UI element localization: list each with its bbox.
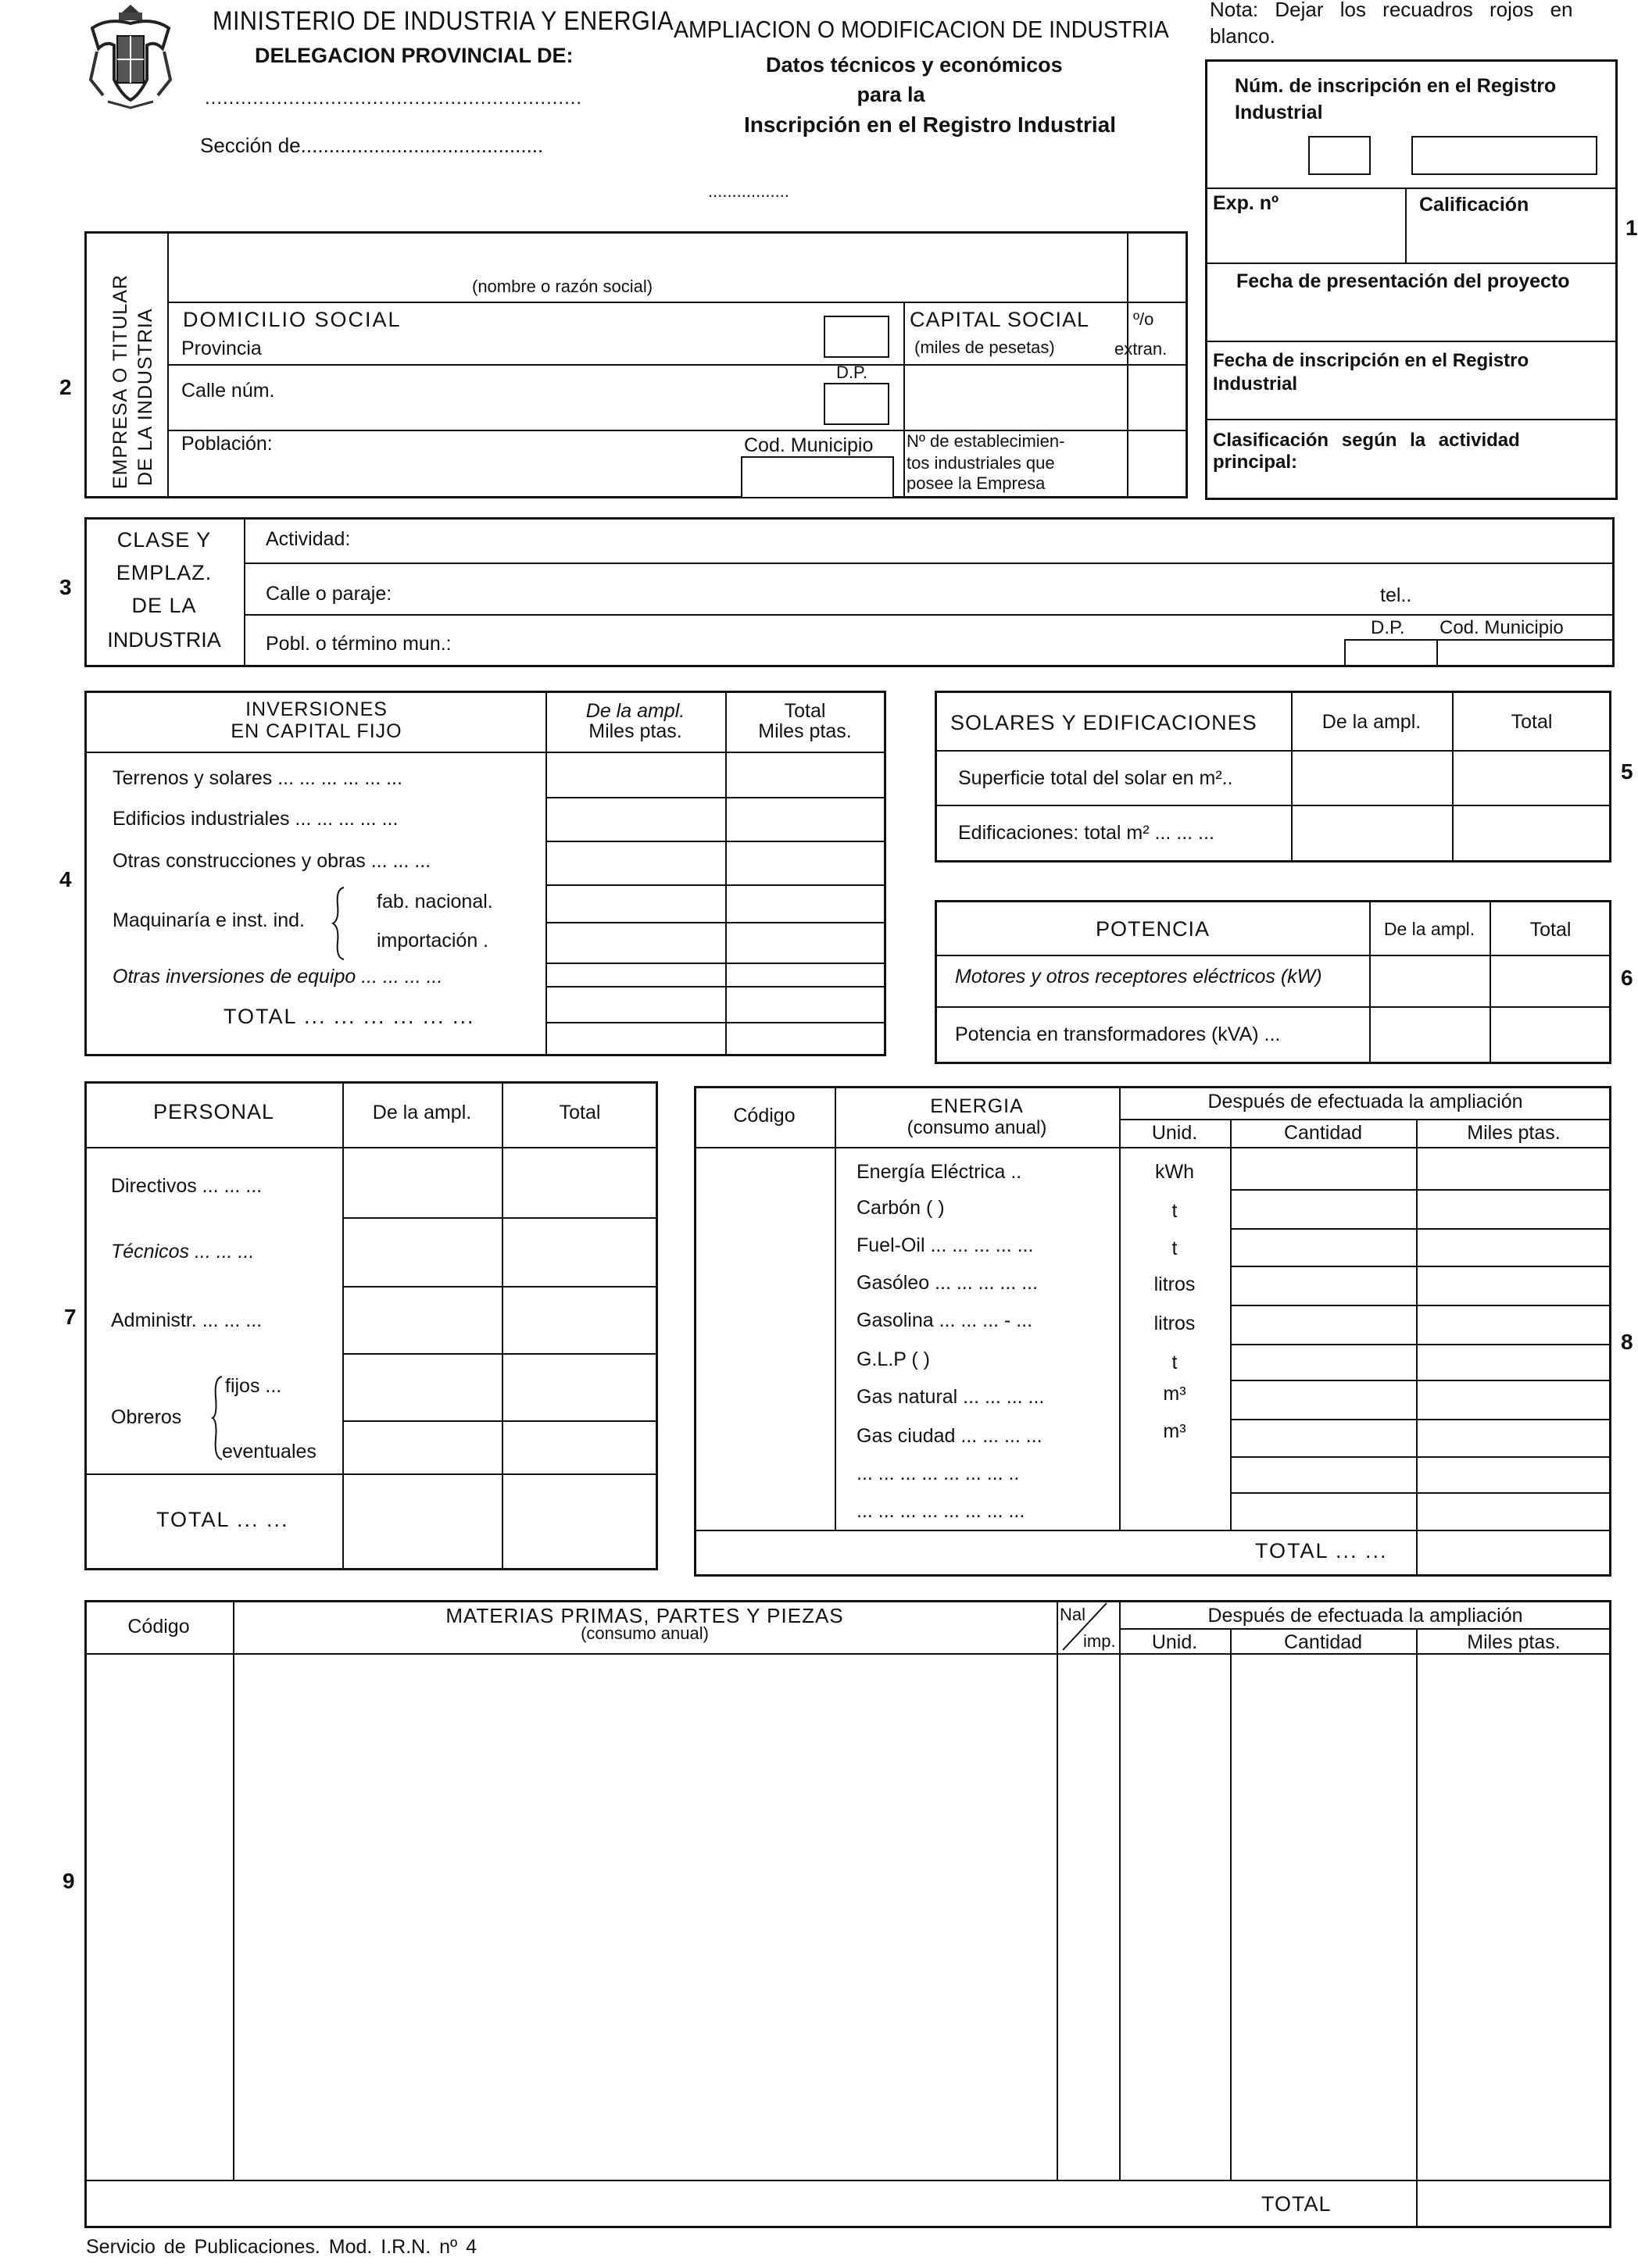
section-number-5: 5 — [1621, 759, 1633, 784]
registry-number-label-2: Industrial — [1235, 102, 1323, 123]
establecimientos-3: posee la Empresa — [907, 473, 1046, 493]
energia-row-label: Energía Eléctrica .. — [857, 1161, 1022, 1183]
domicilio-label: DOMICILIO SOCIAL — [183, 308, 402, 331]
cod-municipio-box[interactable] — [741, 456, 894, 498]
energia-codigo: Código — [733, 1105, 796, 1127]
brace-icon — [331, 886, 347, 961]
footer-text: Servicio de Publicaciones. Mod. I.R.N. nº 4 — [86, 2236, 477, 2258]
materias-nal: Nal — [1060, 1605, 1086, 1624]
note-text-2: blanco. — [1210, 24, 1275, 48]
clase-dp-label: D.P. — [1371, 617, 1405, 638]
section-number-2: 2 — [59, 375, 72, 399]
energia-row-unit: m³ — [1163, 1383, 1186, 1405]
nombre-label: (nombre o razón social) — [472, 277, 653, 296]
registry-number-label: Núm. de inscripción en el Registro — [1235, 75, 1557, 97]
inv-row-otras-construcciones: Otras construcciones y obras ... ... ... — [113, 850, 431, 872]
capital-miles: (miles de pesetas) — [914, 338, 1055, 357]
solares-c1: De la ampl. — [1321, 711, 1422, 733]
dp-label: D.P. — [836, 363, 867, 382]
materias-title-2: (consumo anual) — [581, 1623, 709, 1643]
materias-unid: Unid. — [1151, 1631, 1198, 1653]
inv-fab-nacional: fab. nacional. — [377, 891, 493, 913]
energia-despues: Después de efectuada la ampliación — [1207, 1091, 1523, 1113]
registry-number-box-1[interactable] — [1308, 136, 1371, 175]
poblacion-label[interactable]: Población: — [181, 433, 273, 455]
inversiones-c1a: De la ampl. — [585, 700, 685, 722]
energia-row-label: Gas natural ... ... ... ... — [857, 1386, 1045, 1408]
potencia-transformadores: Potencia en transformadores (kVA) ... — [955, 1023, 1281, 1045]
energia-row-unit: litros — [1153, 1313, 1196, 1334]
clase-l2: EMPLAZ. — [116, 561, 213, 584]
inv-importacion: importación . — [377, 930, 489, 952]
energia-row-unit: m³ — [1163, 1420, 1186, 1442]
solares-edificaciones: Edificaciones: total m² ... ... ... — [958, 822, 1214, 844]
clasificacion-label-2: principal: — [1213, 452, 1298, 473]
energia-row-unit: kWh — [1155, 1161, 1194, 1183]
energia-cantidad: Cantidad — [1283, 1122, 1363, 1144]
materias-table — [84, 1600, 1611, 2228]
materias-imp: imp. — [1083, 1631, 1116, 1651]
subtitle-1: Datos técnicos y económicos — [766, 53, 1063, 77]
ministry-title: MINISTERIO DE INDUSTRIA Y ENERGIA — [213, 6, 674, 36]
poblacion-termino-label[interactable]: Pobl. o término mun.: — [266, 633, 452, 655]
tel-label[interactable]: tel.. — [1380, 584, 1412, 606]
inversiones-h1: INVERSIONES — [245, 698, 388, 720]
delegation-dots[interactable]: ............................................................... — [205, 88, 583, 109]
materias-title-1: MATERIAS PRIMAS, PARTES Y PIEZAS — [445, 1604, 844, 1627]
personal-c2: Total — [559, 1102, 601, 1123]
subtitle-3: Inscripción en el Registro Industrial — [743, 113, 1117, 137]
establecimientos-2: tos industriales que — [907, 453, 1055, 473]
section-number-4: 4 — [59, 867, 72, 891]
subtitle-2: para la — [857, 83, 925, 106]
personal-eventuales: eventuales — [222, 1441, 317, 1463]
capital-label: CAPITAL SOCIAL — [910, 308, 1090, 331]
provincia-label: Provincia — [181, 338, 262, 359]
empresa-vertical-2: DE LA INDUSTRIA — [134, 308, 156, 486]
materias-cantidad: Cantidad — [1283, 1631, 1363, 1653]
inv-row-edificios: Edificios industriales ... ... ... ... ... — [113, 808, 399, 830]
personal-obreros: Obreros — [111, 1406, 182, 1428]
energia-row-label: Gasolina ... ... ... - ... — [857, 1309, 1033, 1331]
inversiones-c2a: Total — [784, 700, 826, 722]
inversiones-h2: EN CAPITAL FIJO — [231, 720, 402, 742]
section-number-1: 1 — [1625, 216, 1638, 240]
energia-row-unit: t — [1171, 1238, 1178, 1259]
dp-box[interactable] — [824, 383, 889, 425]
cod-municipio-label: Cod. Municipio — [744, 434, 874, 456]
inversiones-c1b: Miles ptas. — [588, 720, 682, 742]
personal-administr: Administr. ... ... ... — [111, 1309, 263, 1331]
fecha-presentacion-label: Fecha de presentación del proyecto — [1236, 270, 1570, 292]
materias-miles: Miles ptas. — [1467, 1631, 1561, 1653]
energia-row-unit: litros — [1153, 1273, 1196, 1295]
inversiones-c2b: Miles ptas. — [758, 720, 852, 742]
energia-row-label: Carbón ( ) — [857, 1197, 945, 1219]
energia-row-label: ... ... ... ... ... ... ... ... — [857, 1500, 1025, 1522]
potencia-title: POTENCIA — [1095, 917, 1211, 941]
energia-row-label: Fuel-Oil ... ... ... ... ... — [857, 1234, 1034, 1256]
note-text: Nota: Dejar los recuadros rojos en — [1210, 0, 1573, 21]
solares-title: SOLARES Y EDIFICACIONES — [950, 711, 1257, 734]
establecimientos-1: Nº de establecimien- — [907, 431, 1065, 451]
calle-label[interactable]: Calle núm. — [181, 380, 275, 402]
energia-title-2: (consumo anual) — [907, 1117, 1047, 1138]
fecha-inscripcion-label-2: Industrial — [1213, 373, 1298, 395]
personal-directivos: Directivos ... ... ... — [111, 1175, 263, 1197]
energia-title-1: ENERGIA — [930, 1095, 1024, 1117]
energia-total: TOTAL ... ... — [1255, 1539, 1388, 1563]
inv-row-terrenos: Terrenos y solares ... ... ... ... ... ... — [113, 767, 402, 789]
clase-l3: DE LA — [131, 594, 197, 617]
section-number-7: 7 — [64, 1305, 77, 1329]
energia-row-unit: t — [1171, 1200, 1178, 1222]
provincia-code-box[interactable] — [824, 316, 889, 358]
section-number-8: 8 — [1621, 1330, 1633, 1354]
section-number-3: 3 — [59, 575, 72, 599]
clase-cod-label: Cod. Municipio — [1440, 617, 1564, 638]
capital-extran: extran. — [1114, 339, 1168, 359]
inv-total: TOTAL ... ... ... ... ... ... — [224, 1005, 475, 1028]
section-number-6: 6 — [1621, 966, 1633, 990]
inversiones-table — [84, 691, 886, 1056]
personal-c1: De la ampl. — [372, 1102, 472, 1123]
solares-superficie: Superficie total del solar en m².. — [958, 767, 1233, 789]
energia-row-label: G.L.P ( ) — [857, 1348, 931, 1370]
fecha-inscripcion-label: Fecha de inscripción en el Registro — [1213, 350, 1529, 371]
capital-pct: º/o — [1133, 309, 1154, 329]
potencia-c2: Total — [1529, 919, 1572, 941]
energia-miles: Miles ptas. — [1467, 1122, 1561, 1144]
energia-row-label: Gas ciudad ... ... ... ... — [857, 1425, 1043, 1447]
materias-codigo: Código — [127, 1616, 190, 1638]
energia-row-unit: t — [1171, 1352, 1178, 1373]
calle-paraje-label[interactable]: Calle o paraje: — [266, 583, 392, 605]
section-number-9: 9 — [63, 1869, 75, 1893]
energia-row-label: Gasóleo ... ... ... ... ... — [857, 1272, 1039, 1294]
form-title: AMPLIACION O MODIFICACION DE INDUSTRIA — [674, 16, 1169, 43]
exp-label: Exp. nº — [1213, 192, 1279, 214]
energia-row-label: ... ... ... ... ... ... ... .. — [857, 1463, 1020, 1484]
materias-total: TOTAL — [1261, 2192, 1332, 2216]
empresa-vertical-1: EMPRESA O TITULAR — [109, 274, 131, 489]
coat-of-arms-emblem — [84, 2, 177, 109]
subtitle-dots: ................. — [708, 181, 789, 201]
personal-total: TOTAL ... ... — [156, 1508, 289, 1531]
calificacion-label: Calificación — [1419, 194, 1529, 216]
clase-l1: CLASE Y — [116, 528, 212, 552]
solares-c2: Total — [1511, 711, 1553, 733]
personal-title: PERSONAL — [153, 1100, 275, 1123]
clase-l4: INDUSTRIA — [107, 628, 221, 652]
delegation-label: DELEGACION PROVINCIAL DE: — [255, 44, 574, 67]
registry-number-box-2[interactable] — [1411, 136, 1597, 175]
energia-unid: Unid. — [1151, 1122, 1198, 1144]
personal-tecnicos: Técnicos ... ... ... — [111, 1241, 255, 1263]
actividad-label[interactable]: Actividad: — [266, 528, 351, 550]
section-field[interactable]: Sección de........................................... — [200, 134, 544, 157]
potencia-c1: De la ampl. — [1383, 919, 1475, 939]
clasificacion-label: Clasificación según la actividad — [1213, 430, 1520, 451]
inv-maquinaria: Maquinaría e inst. ind. — [113, 909, 305, 931]
inv-otras-equipo: Otras inversiones de equipo ... ... ... ... — [113, 966, 443, 988]
personal-fijos: fijos ... — [225, 1375, 282, 1397]
potencia-motores: Motores y otros receptores eléctricos (kW) — [955, 966, 1322, 988]
materias-despues: Después de efectuada la ampliación — [1207, 1605, 1523, 1627]
